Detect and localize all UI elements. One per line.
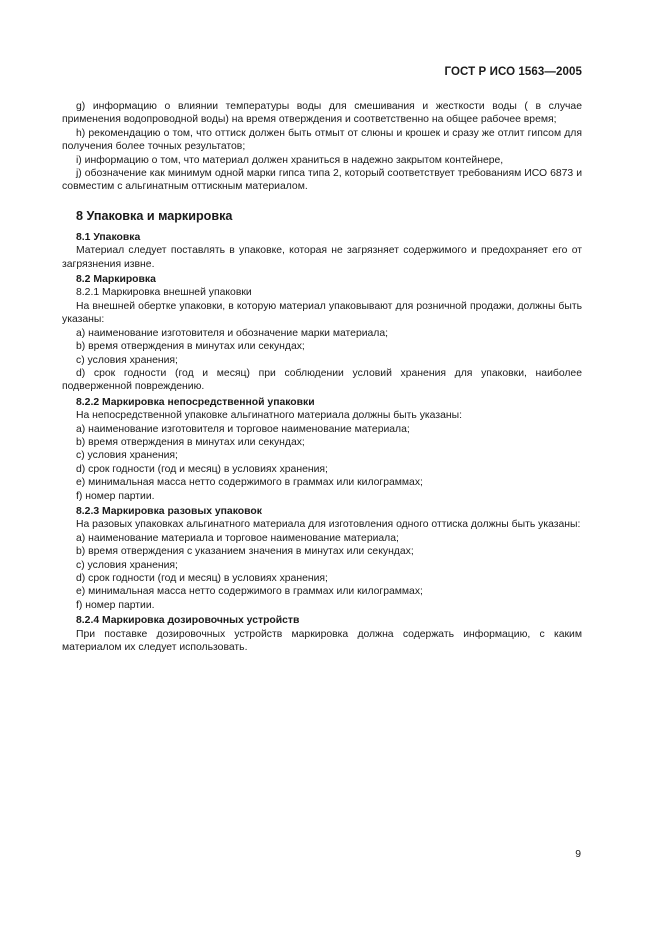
list-item: а) наименование изготовителя и обозначение марки материала; <box>76 327 389 339</box>
page-number: 9 <box>575 849 581 860</box>
document-body <box>62 100 582 654</box>
item-g: g) информацию о влиянии температуры воды для смешивания и жесткости воды ( в случае применения водопроводной воды) на время отверждения и соответственно на общее рабочее время; <box>62 101 582 126</box>
list-item: b) время отверждения с указанием значения в минутах или секундах; <box>76 546 414 558</box>
list-item: с) условия хранения; <box>76 559 178 571</box>
section-8-2-3-intro: На разовых упаковках альгинатного материала для изготовления одного оттиска должны быть указаны: <box>76 519 581 531</box>
document-header: ГОСТ Р ИСО 1563—2005 <box>444 66 582 78</box>
list-item: е) минимальная масса нетто содержимого в граммах или килограммах; <box>76 477 423 489</box>
list-item: f) номер партии. <box>76 490 155 502</box>
section-8-1-text: Материал следует поставлять в упаковке, которая не загрязняет содержимого и предохраняет его от загрязнения извне. <box>62 245 582 270</box>
section-8-2-1-title: 8.2.1 Маркировка внешней упаковки <box>76 287 252 299</box>
item-j: j) обозначение как минимум одной марки гипса типа 2, который соответствует требованиям ИСО 6873 и совместим с альгинатным оттискным материалом. <box>62 168 582 193</box>
list-item: е) минимальная масса нетто содержимого в граммах или килограммах; <box>76 586 423 598</box>
list-item: а) наименование изготовителя и торговое наименование материала; <box>76 423 410 435</box>
section-8-2-2-intro: На непосредственной упаковке альгинатного материала должны быть указаны: <box>76 410 462 422</box>
list-item: f) номер партии. <box>76 599 155 611</box>
section-8-2-3-title: 8.2.3 Маркировка разовых упаковок <box>76 505 262 517</box>
section-8-2-4-title: 8.2.4 Маркировка дозировочных устройств <box>76 615 300 627</box>
list-item: b) время отверждения в минутах или секундах; <box>76 341 305 353</box>
list-item: d) срок годности (год и месяц) в условиях хранения; <box>76 463 328 475</box>
section-8-title: 8 Упаковка и маркировка <box>76 208 233 223</box>
section-8-2-2-title: 8.2.2 Маркировка непосредственной упаковки <box>76 396 315 408</box>
item-i: i) информацию о том, что материал должен храниться в надежно закрытом контейнере, <box>76 154 504 166</box>
list-item: с) условия хранения; <box>76 450 178 462</box>
section-8-2-1-intro: На внешней обертке упаковки, в которую материал упаковывают для розничной продажи, должны быть указаны: <box>62 300 582 326</box>
list-item: d) срок годности (год и месяц) при соблюдении условий хранения для упаковки, наиболее подверженной повреждению. <box>62 367 582 393</box>
section-8-2-title: 8.2 Маркировка <box>76 274 156 286</box>
list-item: d) срок годности (год и месяц) в условиях хранения; <box>76 573 328 584</box>
item-h: h) рекомендацию о том, что оттиск должен быть отмыт от слюны и крошек и сразу же отлит гипсом для получения более точных результатов; <box>62 127 582 153</box>
list-item: а) наименование материала и торговое наименование материала; <box>76 532 399 544</box>
list-item: с) условия хранения; <box>76 354 178 366</box>
section-8-2-4-text: При поставке дозировочных устройств маркировка должна содержать информацию, с каким материалом их следует использовать. <box>62 628 582 654</box>
section-8-1-title: 8.1 Упаковка <box>76 231 141 243</box>
list-item: b) время отверждения в минутах или секундах; <box>76 436 305 448</box>
